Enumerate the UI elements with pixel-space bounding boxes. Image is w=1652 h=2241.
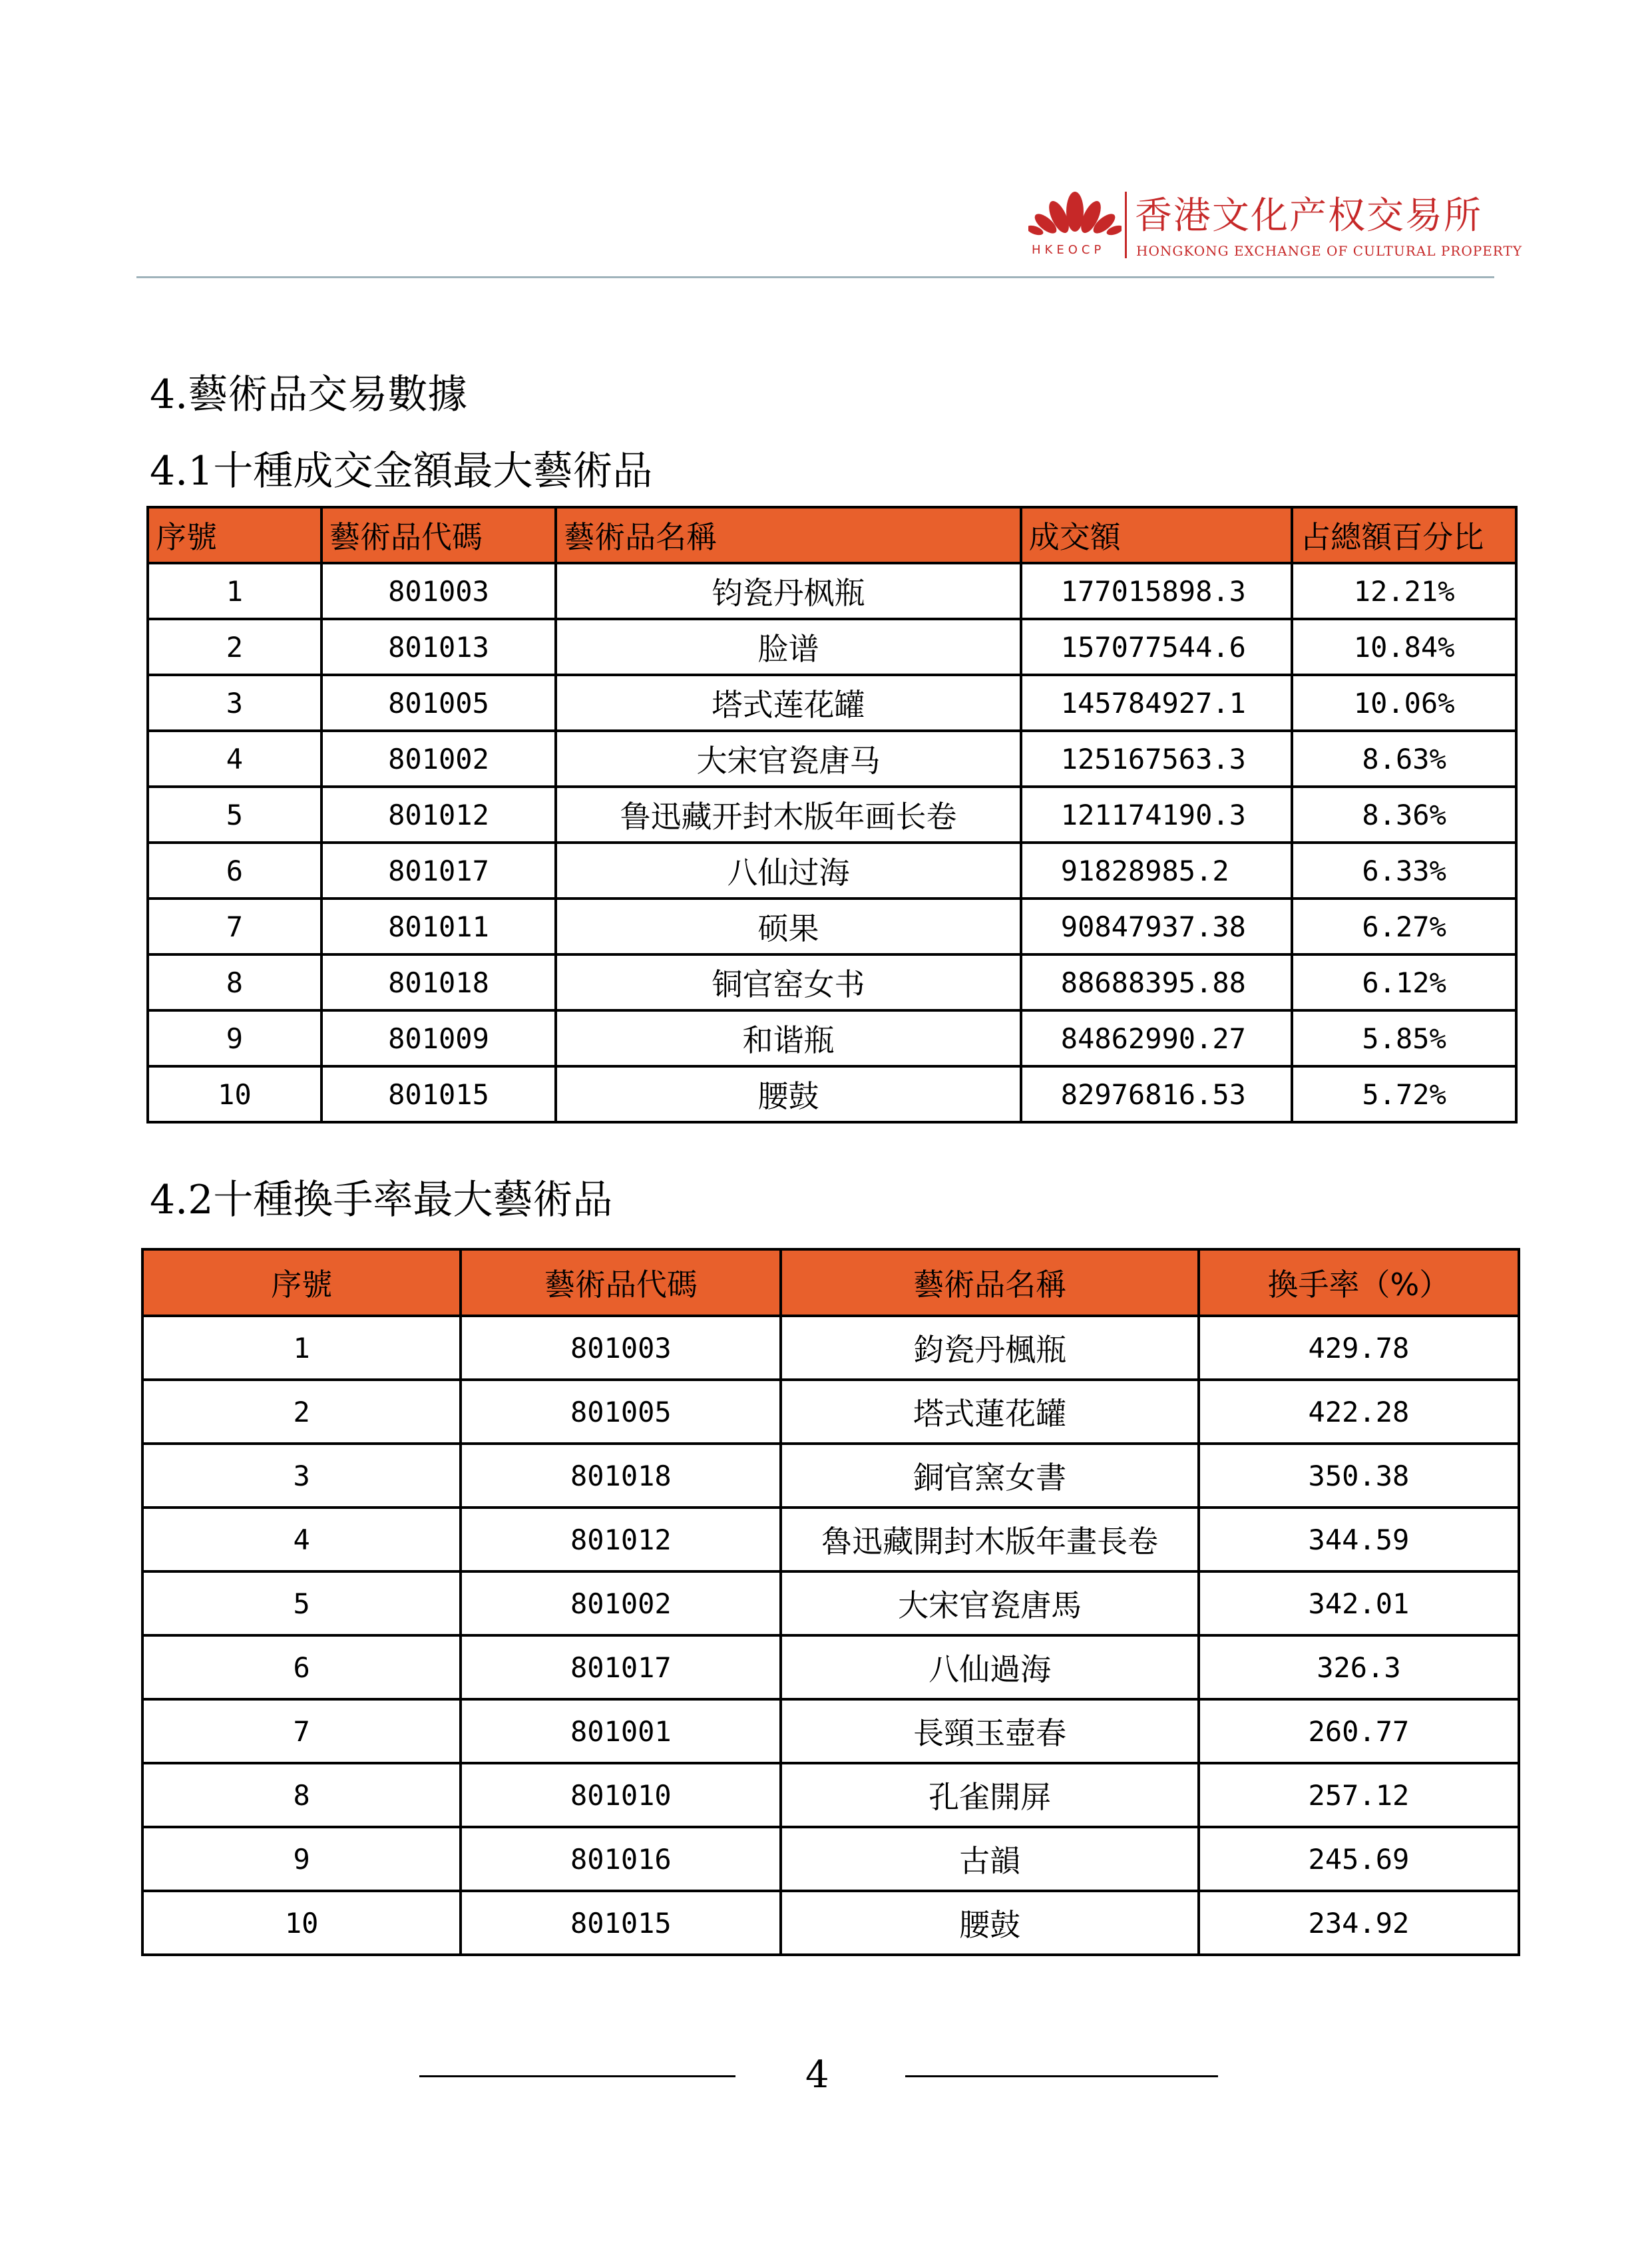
org-name-en: HONGKONG EXCHANGE OF CULTURAL PROPERTY <box>1136 243 1523 259</box>
cell-code: 801003 <box>321 563 556 619</box>
cell-code: 801017 <box>461 1635 781 1699</box>
cell-amount: 90847937.38 <box>1021 899 1293 954</box>
cell-name: 孔雀開屏 <box>781 1763 1199 1827</box>
table-row <box>142 1699 1519 1763</box>
col-header-code: 藝術品代碼 <box>461 1249 781 1316</box>
lotus-logo-icon <box>1028 185 1122 238</box>
table-row <box>142 1316 1519 1380</box>
cell-amount: 121174190.3 <box>1021 787 1293 843</box>
cell-name: 八仙過海 <box>781 1635 1199 1699</box>
table-row <box>142 1891 1519 1955</box>
footer-rule-right <box>905 2075 1218 2077</box>
table-row <box>142 1763 1519 1827</box>
cell-code: 801009 <box>321 1010 556 1066</box>
cell-amount: 145784927.1 <box>1021 675 1293 731</box>
cell-amount: 91828985.2 <box>1021 843 1293 899</box>
cell-seq: 8 <box>148 954 321 1010</box>
cell-name: 長頸玉壺春 <box>781 1699 1199 1763</box>
table-row <box>148 619 1516 675</box>
logo-divider <box>1125 192 1127 258</box>
cell-name: 塔式莲花罐 <box>556 675 1021 731</box>
cell-name: 和谐瓶 <box>556 1010 1021 1066</box>
cell-code: 801005 <box>461 1380 781 1444</box>
cell-name: 铜官窑女书 <box>556 954 1021 1010</box>
top-turnover-rate-table <box>141 1248 1520 1956</box>
cell-seq: 2 <box>148 619 321 675</box>
table-row <box>148 843 1516 899</box>
cell-seq: 9 <box>142 1827 461 1891</box>
cell-seq: 6 <box>148 843 321 899</box>
cell-amount: 82976816.53 <box>1021 1066 1293 1122</box>
cell-amount: 157077544.6 <box>1021 619 1293 675</box>
subsection-title-turnover: 4.2十種換手率最大藝術品 <box>150 1177 613 1223</box>
cell-percent: 10.84% <box>1292 619 1516 675</box>
cell-seq: 1 <box>142 1316 461 1380</box>
cell-seq: 7 <box>142 1699 461 1763</box>
cell-name: 古韻 <box>781 1827 1199 1891</box>
cell-seq: 8 <box>142 1763 461 1827</box>
top-trade-amount-table <box>146 506 1518 1123</box>
cell-name: 大宋官瓷唐马 <box>556 731 1021 787</box>
cell-amount: 125167563.3 <box>1021 731 1293 787</box>
table-row <box>148 1066 1516 1122</box>
logo-abbreviation: HKEOCP <box>1032 243 1106 257</box>
cell-code: 801015 <box>461 1891 781 1955</box>
table-header-row <box>142 1249 1519 1316</box>
col-header-name: 藝術品名稱 <box>781 1249 1199 1316</box>
cell-percent: 5.72% <box>1292 1066 1516 1122</box>
section-title: 4.藝術品交易數據 <box>150 371 468 418</box>
cell-name: 鈞瓷丹楓瓶 <box>781 1316 1199 1380</box>
cell-name: 銅官窯女書 <box>781 1444 1199 1508</box>
cell-amount: 177015898.3 <box>1021 563 1293 619</box>
col-header-seq: 序號 <box>148 507 321 563</box>
cell-seq: 4 <box>148 731 321 787</box>
col-header-amount: 成交額 <box>1021 507 1293 563</box>
cell-percent: 5.85% <box>1292 1010 1516 1066</box>
col-header-name: 藝術品名稱 <box>556 507 1021 563</box>
cell-percent: 12.21% <box>1292 563 1516 619</box>
cell-percent: 8.63% <box>1292 731 1516 787</box>
cell-seq: 6 <box>142 1635 461 1699</box>
cell-turnover: 245.69 <box>1199 1827 1519 1891</box>
table-row <box>148 1010 1516 1066</box>
cell-seq: 3 <box>148 675 321 731</box>
cell-code: 801018 <box>321 954 556 1010</box>
cell-name: 大宋官瓷唐馬 <box>781 1571 1199 1635</box>
cell-name: 八仙过海 <box>556 843 1021 899</box>
table-row <box>142 1380 1519 1444</box>
cell-percent: 8.36% <box>1292 787 1516 843</box>
cell-code: 801015 <box>321 1066 556 1122</box>
cell-turnover: 422.28 <box>1199 1380 1519 1444</box>
cell-code: 801013 <box>321 619 556 675</box>
cell-name: 钧瓷丹枫瓶 <box>556 563 1021 619</box>
page-header <box>136 166 1523 280</box>
cell-turnover: 257.12 <box>1199 1763 1519 1827</box>
cell-turnover: 344.59 <box>1199 1508 1519 1571</box>
table-row <box>148 954 1516 1010</box>
cell-code: 801005 <box>321 675 556 731</box>
cell-seq: 9 <box>148 1010 321 1066</box>
cell-turnover: 342.01 <box>1199 1571 1519 1635</box>
header-rule <box>136 276 1494 278</box>
table-row <box>142 1571 1519 1635</box>
cell-name: 脸谱 <box>556 619 1021 675</box>
cell-name: 硕果 <box>556 899 1021 954</box>
cell-name: 鲁迅藏开封木版年画长卷 <box>556 787 1021 843</box>
cell-code: 801011 <box>321 899 556 954</box>
table-header-row <box>148 507 1516 563</box>
cell-seq: 7 <box>148 899 321 954</box>
col-header-percent: 占總額百分比 <box>1292 507 1516 563</box>
subsection-title-amount: 4.1十種成交金額最大藝術品 <box>150 448 653 495</box>
table-row <box>148 675 1516 731</box>
cell-seq: 5 <box>148 787 321 843</box>
col-header-code: 藝術品代碼 <box>321 507 556 563</box>
table-row <box>148 899 1516 954</box>
table-row <box>142 1508 1519 1571</box>
cell-code: 801001 <box>461 1699 781 1763</box>
cell-amount: 88688395.88 <box>1021 954 1293 1010</box>
col-header-seq: 序號 <box>142 1249 461 1316</box>
col-header-turnover: 換手率（%） <box>1199 1249 1519 1316</box>
cell-seq: 1 <box>148 563 321 619</box>
table-row <box>148 787 1516 843</box>
cell-percent: 10.06% <box>1292 675 1516 731</box>
cell-percent: 6.33% <box>1292 843 1516 899</box>
cell-turnover: 350.38 <box>1199 1444 1519 1508</box>
cell-seq: 10 <box>148 1066 321 1122</box>
cell-code: 801003 <box>461 1316 781 1380</box>
cell-turnover: 234.92 <box>1199 1891 1519 1955</box>
cell-seq: 3 <box>142 1444 461 1508</box>
table-row <box>148 563 1516 619</box>
cell-code: 801018 <box>461 1444 781 1508</box>
cell-name: 魯迅藏開封木版年畫長卷 <box>781 1508 1199 1571</box>
page-number: 4 <box>805 2053 829 2097</box>
table-row <box>148 731 1516 787</box>
cell-seq: 5 <box>142 1571 461 1635</box>
cell-code: 801012 <box>321 787 556 843</box>
cell-code: 801002 <box>461 1571 781 1635</box>
org-name-cn: 香港文化产权交易所 <box>1135 194 1482 238</box>
cell-seq: 4 <box>142 1508 461 1571</box>
cell-amount: 84862990.27 <box>1021 1010 1293 1066</box>
cell-code: 801012 <box>461 1508 781 1571</box>
cell-turnover: 326.3 <box>1199 1635 1519 1699</box>
cell-name: 腰鼓 <box>556 1066 1021 1122</box>
cell-turnover: 260.77 <box>1199 1699 1519 1763</box>
cell-percent: 6.27% <box>1292 899 1516 954</box>
cell-percent: 6.12% <box>1292 954 1516 1010</box>
cell-turnover: 429.78 <box>1199 1316 1519 1380</box>
cell-code: 801010 <box>461 1763 781 1827</box>
cell-code: 801002 <box>321 731 556 787</box>
cell-name: 塔式蓮花罐 <box>781 1380 1199 1444</box>
table-row <box>142 1635 1519 1699</box>
footer-rule-left <box>419 2075 735 2077</box>
cell-code: 801016 <box>461 1827 781 1891</box>
cell-name: 腰鼓 <box>781 1891 1199 1955</box>
cell-seq: 10 <box>142 1891 461 1955</box>
table-row <box>142 1827 1519 1891</box>
table-row <box>142 1444 1519 1508</box>
cell-code: 801017 <box>321 843 556 899</box>
cell-seq: 2 <box>142 1380 461 1444</box>
